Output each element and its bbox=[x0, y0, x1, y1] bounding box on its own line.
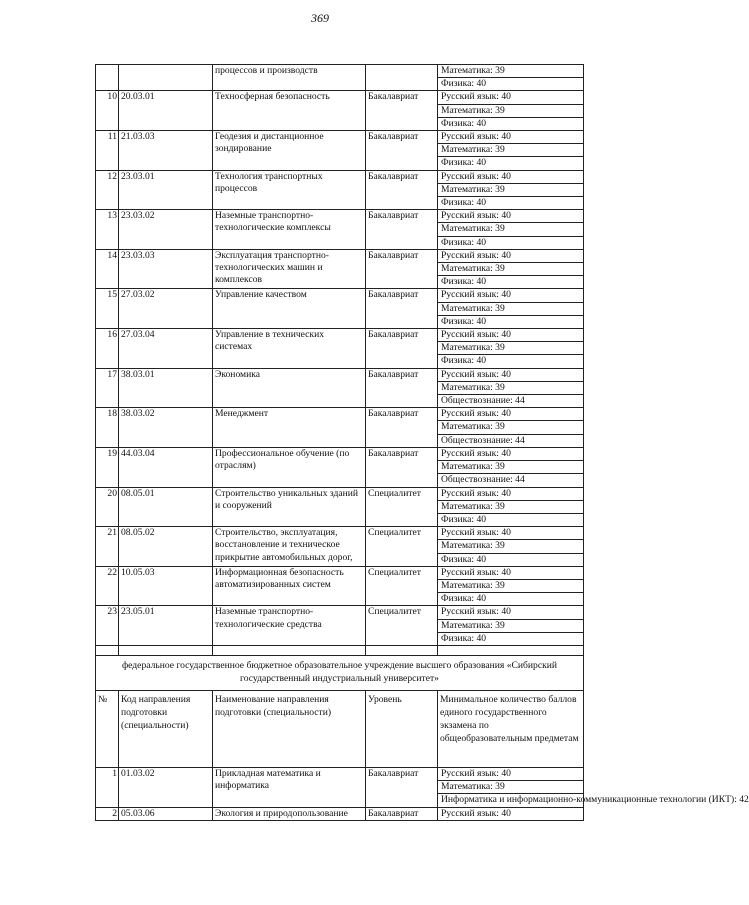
header-level: Уровень bbox=[366, 690, 438, 767]
row-number: 2 bbox=[96, 807, 119, 820]
education-level: Специалитет bbox=[366, 487, 438, 527]
subject-min-score: Русский язык: 40 bbox=[438, 767, 584, 780]
subject-min-score: Русский язык: 40 bbox=[438, 329, 584, 342]
table-row bbox=[96, 289, 584, 302]
subject-min-score: Математика: 39 bbox=[438, 781, 584, 794]
admission-table bbox=[95, 64, 749, 821]
empty-cell bbox=[213, 645, 366, 655]
subject-min-score: Математика: 39 bbox=[438, 619, 584, 632]
direction-name: Управление в технических системах bbox=[213, 329, 366, 369]
row-number: 19 bbox=[96, 447, 119, 487]
table-row bbox=[96, 487, 584, 500]
subject-min-score: Физика: 40 bbox=[438, 315, 584, 328]
subject-min-score: Русский язык: 40 bbox=[438, 566, 584, 579]
table-row bbox=[96, 249, 584, 262]
subject-min-score: Русский язык: 40 bbox=[438, 91, 584, 104]
subject-min-score: Русский язык: 40 bbox=[438, 289, 584, 302]
spacer-row bbox=[96, 645, 584, 655]
table-row bbox=[96, 131, 584, 144]
subject-min-score: Физика: 40 bbox=[438, 553, 584, 566]
row-number: 22 bbox=[96, 566, 119, 606]
subject-min-score: Математика: 39 bbox=[438, 579, 584, 592]
education-level: Бакалавриат bbox=[366, 289, 438, 329]
direction-name: Техносферная безопасность bbox=[213, 91, 366, 131]
subject-min-score: Русский язык: 40 bbox=[438, 131, 584, 144]
direction-name: Геодезия и дистанционное зондирование bbox=[213, 131, 366, 171]
subject-min-score: Физика: 40 bbox=[438, 355, 584, 368]
subject-min-score: Физика: 40 bbox=[438, 513, 584, 526]
row-number: 13 bbox=[96, 210, 119, 250]
education-level bbox=[366, 65, 438, 91]
table-row bbox=[96, 91, 584, 104]
education-level: Бакалавриат bbox=[366, 91, 438, 131]
header-code: Код направления подготовки (специальности) bbox=[119, 690, 213, 767]
row-number: 11 bbox=[96, 131, 119, 171]
subject-min-score: Русский язык: 40 bbox=[438, 249, 584, 262]
empty-cell bbox=[438, 645, 584, 655]
row-number: 16 bbox=[96, 329, 119, 369]
header-subjects: Минимальное количество баллов единого государственного экзамена по общеобразовательным предметам bbox=[438, 690, 584, 767]
empty-cell bbox=[119, 645, 213, 655]
education-level: Бакалавриат bbox=[366, 210, 438, 250]
direction-name: Информационная безопасность автоматизированных систем bbox=[213, 566, 366, 606]
subject-min-score: Русский язык: 40 bbox=[438, 408, 584, 421]
direction-code bbox=[119, 65, 213, 91]
table-row bbox=[96, 408, 584, 421]
table-row bbox=[96, 527, 584, 540]
subject-min-score: Русский язык: 40 bbox=[438, 447, 584, 460]
organization-row bbox=[96, 655, 584, 690]
row-number: 20 bbox=[96, 487, 119, 527]
header-row bbox=[96, 690, 584, 767]
row-number: 23 bbox=[96, 606, 119, 646]
direction-code: 23.03.03 bbox=[119, 249, 213, 289]
subject-min-score: Математика: 39 bbox=[438, 183, 584, 196]
direction-name: Управление качеством bbox=[213, 289, 366, 329]
subject-min-score: Математика: 39 bbox=[438, 381, 584, 394]
page-number: 369 bbox=[311, 11, 329, 25]
direction-code: 23.03.02 bbox=[119, 210, 213, 250]
row-number: 10 bbox=[96, 91, 119, 131]
table-row bbox=[96, 566, 584, 579]
row-number: 15 bbox=[96, 289, 119, 329]
direction-name: Наземные транспортно-технологические средства bbox=[213, 606, 366, 646]
subject-min-score: Русский язык: 40 bbox=[438, 527, 584, 540]
empty-cell bbox=[96, 645, 119, 655]
education-level: Специалитет bbox=[366, 527, 438, 567]
empty-cell bbox=[366, 645, 438, 655]
direction-code: 38.03.02 bbox=[119, 408, 213, 448]
subject-min-score: Математика: 39 bbox=[438, 302, 584, 315]
subject-min-score: Русский язык: 40 bbox=[438, 210, 584, 223]
organization-title: федеральное государственное бюджетное образовательное учреждение высшего образования «Сибирский государственный индустриальный университет» bbox=[96, 655, 584, 690]
education-level: Бакалавриат bbox=[366, 249, 438, 289]
education-level: Бакалавриат bbox=[366, 408, 438, 448]
header-name: Наименование направления подготовки (специальности) bbox=[213, 690, 366, 767]
direction-name: Строительство уникальных зданий и сооружений bbox=[213, 487, 366, 527]
row-number: 12 bbox=[96, 170, 119, 210]
education-level: Бакалавриат bbox=[366, 368, 438, 408]
direction-name: Эксплуатация транспортно-технологических машин и комплексов bbox=[213, 249, 366, 289]
direction-code: 08.05.02 bbox=[119, 527, 213, 567]
subject-min-score: Физика: 40 bbox=[438, 276, 584, 289]
subject-min-score: Физика: 40 bbox=[438, 632, 584, 645]
subject-min-score: Русский язык: 40 bbox=[438, 368, 584, 381]
direction-code: 27.03.04 bbox=[119, 329, 213, 369]
subject-min-score: Русский язык: 40 bbox=[438, 487, 584, 500]
subject-min-score: Физика: 40 bbox=[438, 78, 584, 91]
direction-name: Экология и природопользование bbox=[213, 807, 366, 820]
education-level: Специалитет bbox=[366, 606, 438, 646]
education-level: Специалитет bbox=[366, 566, 438, 606]
subject-min-score: Математика: 39 bbox=[438, 342, 584, 355]
subject-min-score: Математика: 39 bbox=[438, 263, 584, 276]
education-level: Бакалавриат bbox=[366, 807, 438, 820]
subject-min-score: Математика: 39 bbox=[438, 144, 584, 157]
direction-code: 27.03.02 bbox=[119, 289, 213, 329]
subject-min-score: Обществознание: 44 bbox=[438, 474, 584, 487]
direction-code: 23.03.01 bbox=[119, 170, 213, 210]
table-row bbox=[96, 606, 584, 619]
direction-name: процессов и производств bbox=[213, 65, 366, 91]
direction-name: Экономика bbox=[213, 368, 366, 408]
table-row bbox=[96, 767, 584, 780]
table-row bbox=[96, 65, 584, 78]
education-level: Бакалавриат bbox=[366, 170, 438, 210]
direction-name: Наземные транспортно-технологические комплексы bbox=[213, 210, 366, 250]
direction-code: 05.03.06 bbox=[119, 807, 213, 820]
subject-min-score: Математика: 39 bbox=[438, 540, 584, 553]
direction-code: 38.03.01 bbox=[119, 368, 213, 408]
education-level: Бакалавриат bbox=[366, 447, 438, 487]
direction-name: Профессиональное обучение (по отраслям) bbox=[213, 447, 366, 487]
table-row bbox=[96, 368, 584, 381]
direction-name: Менеджмент bbox=[213, 408, 366, 448]
subject-min-score: Математика: 39 bbox=[438, 104, 584, 117]
row-number: 1 bbox=[96, 767, 119, 807]
subject-min-score: Физика: 40 bbox=[438, 197, 584, 210]
education-level: Бакалавриат bbox=[366, 329, 438, 369]
subject-min-score: Математика: 39 bbox=[438, 65, 584, 78]
row-number: 17 bbox=[96, 368, 119, 408]
direction-code: 20.03.01 bbox=[119, 91, 213, 131]
table-row bbox=[96, 170, 584, 183]
table-row bbox=[96, 210, 584, 223]
education-level: Бакалавриат bbox=[366, 767, 438, 807]
table-row bbox=[96, 807, 584, 820]
subject-min-score: Математика: 39 bbox=[438, 461, 584, 474]
education-level: Бакалавриат bbox=[366, 131, 438, 171]
direction-name: Строительство, эксплуатация, восстановление и техническое прикрытие автомобильных дорог, bbox=[213, 527, 366, 567]
header-num: № bbox=[96, 690, 119, 767]
row-number: 14 bbox=[96, 249, 119, 289]
direction-code: 44.03.04 bbox=[119, 447, 213, 487]
row-number: 18 bbox=[96, 408, 119, 448]
row-number: 21 bbox=[96, 527, 119, 567]
subject-min-score: Физика: 40 bbox=[438, 236, 584, 249]
subject-min-score: Обществознание: 44 bbox=[438, 395, 584, 408]
subject-min-score: Математика: 39 bbox=[438, 500, 584, 513]
direction-code: 10.05.03 bbox=[119, 566, 213, 606]
subject-min-score: Математика: 39 bbox=[438, 421, 584, 434]
subject-min-score: Обществознание: 44 bbox=[438, 434, 584, 447]
subject-min-score: Физика: 40 bbox=[438, 593, 584, 606]
subject-min-score: Русский язык: 40 bbox=[438, 606, 584, 619]
row-number bbox=[96, 65, 119, 91]
direction-name: Технология транспортных процессов bbox=[213, 170, 366, 210]
subject-min-score: Физика: 40 bbox=[438, 117, 584, 130]
subject-min-score: Математика: 39 bbox=[438, 223, 584, 236]
subject-min-score: Физика: 40 bbox=[438, 157, 584, 170]
subject-min-score: Русский язык: 40 bbox=[438, 170, 584, 183]
direction-code: 23.05.01 bbox=[119, 606, 213, 646]
direction-code: 08.05.01 bbox=[119, 487, 213, 527]
table-row bbox=[96, 329, 584, 342]
direction-code: 21.03.03 bbox=[119, 131, 213, 171]
subject-min-score: Русский язык: 40 bbox=[438, 807, 584, 820]
subject-min-score: Информатика и информационно-коммуникационные технологии (ИКТ): 42 bbox=[438, 794, 584, 807]
direction-name: Прикладная математика и информатика bbox=[213, 767, 366, 807]
table-row bbox=[96, 447, 584, 460]
direction-code: 01.03.02 bbox=[119, 767, 213, 807]
